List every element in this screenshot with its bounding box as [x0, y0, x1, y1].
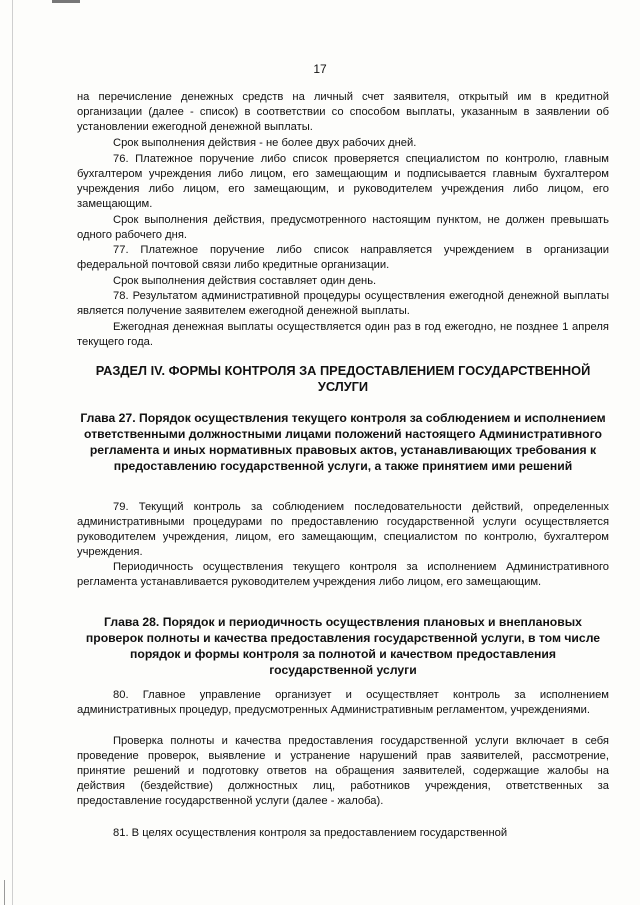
paragraph-continuation: на перечисление денежных средств на личный счет заявителя, открытый им в кредитной организации (далее - список) в соответствии со способом выплаты, указанным в заявлении об установлении ежегодной денежной выплаты.	[77, 91, 609, 134]
chapter-27-heading: Глава 27. Порядок осуществления текущего контроля за соблюдением и исполнением ответственными должностными лицами положений настоящего Административного регламента и иных нормативных правовых актов, устанавливающих требования к предоставлению государственной услуги, а также принятием ими решений	[80, 411, 606, 473]
paragraph-periodicity: Периодичность осуществления текущего контроля за исполнением Административного регламента устанавливается руководителем учреждения либо лицом, его замещающим.	[77, 561, 609, 589]
paragraph-deadline-2: Срок выполнения действия, предусмотренного настоящим пунктом, не должен превышать одного рабочего дня.	[77, 214, 609, 242]
paragraph-80: 80. Главное управление организует и осуществляет контроль за исполнением административных процедур, предусмотренных Административным регламентом, учреждениями.	[77, 689, 609, 717]
paragraph-deadline-3: Срок выполнения действия составляет один день.	[113, 275, 377, 287]
paragraph-79: 79. Текущий контроль за соблюдением последовательности действий, определенных административными процедурами по предоставлению государственной услуги осуществляется руководителем учреждения, лицом, его замещающим, специалистом по контролю, бухгалтером учреждения.	[77, 501, 609, 559]
scan-tick	[4, 880, 5, 905]
paragraph-78: 78. Результатом административной процедуры осуществления ежегодной денежной выплаты является получение заявителем ежегодной денежной выплаты.	[77, 290, 609, 318]
section-4-heading: РАЗДЕЛ IV. ФОРМЫ КОНТРОЛЯ ЗА ПРЕДОСТАВЛЕНИЕМ ГОСУДАРСТВЕННОЙ УСЛУГИ	[95, 363, 591, 394]
chapter-28-heading: Глава 28. Порядок и периодичность осуществления плановых и внеплановых проверок полноты и качества предоставления государственной услуги, в том числе порядок и формы контроля за полнотой и качеством предоставления государственной услуги	[85, 615, 601, 677]
page-number: 17	[313, 62, 327, 76]
paragraph-81: 81. В целях осуществления контроля за предоставлением государственной	[113, 827, 508, 839]
paragraph-deadline-1: Срок выполнения действия - не более двух рабочих дней.	[113, 137, 417, 149]
paragraph-inspection: Проверка полноты и качества предоставления государственной услуги включает в себя проведение проверок, выявление и устранение нарушений прав заявителей, рассмотрение, принятие решений и подготовку ответов на обращения заявителей, содержащие жалобы на действия (бездействие) должностных лиц, работников учреждения, ответственных за предоставление государственной услуги (далее - жалоба).	[77, 735, 609, 808]
paragraph-payment-term: Ежегодная денежная выплаты осуществляется один раз в год ежегодно, не позднее 1 апреля текущего года.	[77, 321, 609, 349]
scan-edge-line	[12, 0, 13, 905]
paragraph-76: 76. Платежное поручение либо список проверяется специалистом по контролю, главным бухгалтером учреждения либо лицом, его замещающим и подписывается главным бухгалтером учреждения либо лицом, его замещающим, и руководителем учреждения либо лицом, его замещающим.	[77, 153, 609, 211]
paragraph-77: 77. Платежное поручение либо список направляется учреждением в организации федеральной почтовой связи либо кредитные организации.	[77, 244, 609, 272]
scan-mark	[52, 0, 80, 3]
